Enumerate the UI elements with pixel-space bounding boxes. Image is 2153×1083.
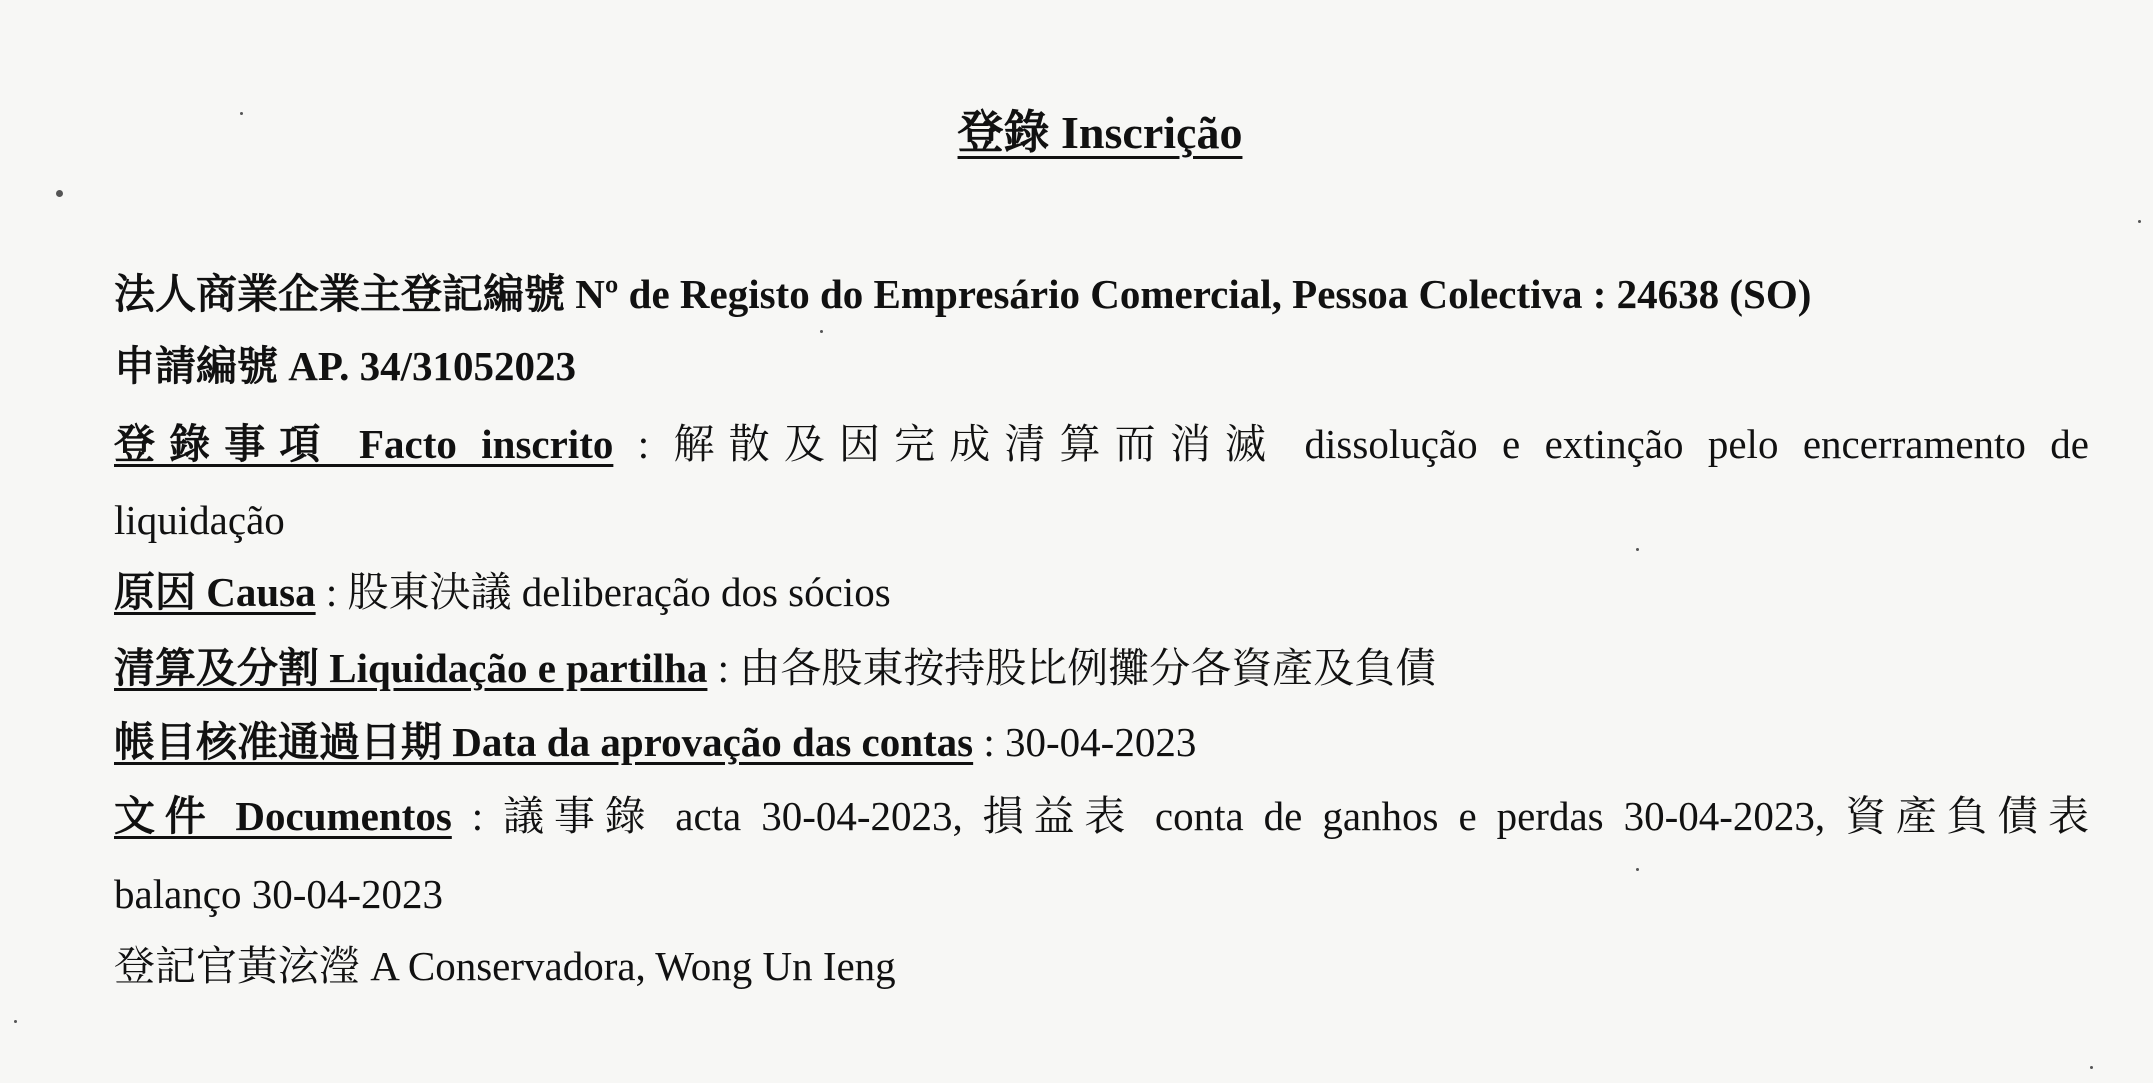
- liquidation-line: [114, 642, 1436, 694]
- approval-date-label: 帳目核准通過日期 Data da aprovação das contas: [114, 719, 974, 765]
- fact-line-continued: liquidação: [114, 497, 285, 543]
- scan-speck: [2138, 220, 2141, 223]
- documents-line-continued: balanço 30-04-2023: [114, 871, 444, 917]
- scan-speck: [1636, 868, 1639, 871]
- liquidation-label: 清算及分割 Liquidação e partilha: [114, 645, 708, 691]
- documents-value: : 議事錄 acta 30-04-2023, 損益表 conta de ganhos e perdas 30-04-2023, 資產負債表: [451, 793, 2090, 839]
- application-number-line: 申請編號 AP. 34/31052023: [114, 343, 577, 389]
- cause-line: [114, 566, 891, 618]
- scan-speck: [14, 1020, 17, 1023]
- documents-line: [114, 790, 2089, 842]
- approval-date-value: : 30-04-2023: [973, 719, 1197, 765]
- fact-value: : 解散及因完成清算而消滅 dissolução e extinção pelo encerramento de: [613, 421, 2090, 467]
- fact-label: 登錄事項 Facto inscrito: [114, 421, 614, 467]
- scan-speck: [56, 190, 63, 197]
- approval-date-line: [114, 716, 1196, 768]
- cause-value: : 股東決議 deliberação dos sócios: [315, 569, 891, 615]
- page-title: 登錄 Inscrição: [957, 107, 1243, 158]
- scan-speck: [2090, 1066, 2093, 1069]
- cause-label: 原因 Causa: [114, 569, 316, 615]
- registration-number-line: 法人商業企業主登記編號 Nº de Registo do Empresário Comercial, Pessoa Colectiva : 24638 (SO): [114, 271, 1812, 317]
- documents-label: 文件 Documentos: [114, 793, 452, 839]
- scan-speck: [820, 330, 823, 333]
- scan-speck: [1636, 548, 1639, 551]
- liquidation-value: : 由各股東按持股比例攤分各資產及負債: [707, 645, 1437, 691]
- fact-line: [114, 418, 2089, 470]
- scan-speck: [240, 112, 243, 115]
- signature-line: 登記官黃泫瀅 A Conservadora, Wong Un Ieng: [114, 943, 896, 989]
